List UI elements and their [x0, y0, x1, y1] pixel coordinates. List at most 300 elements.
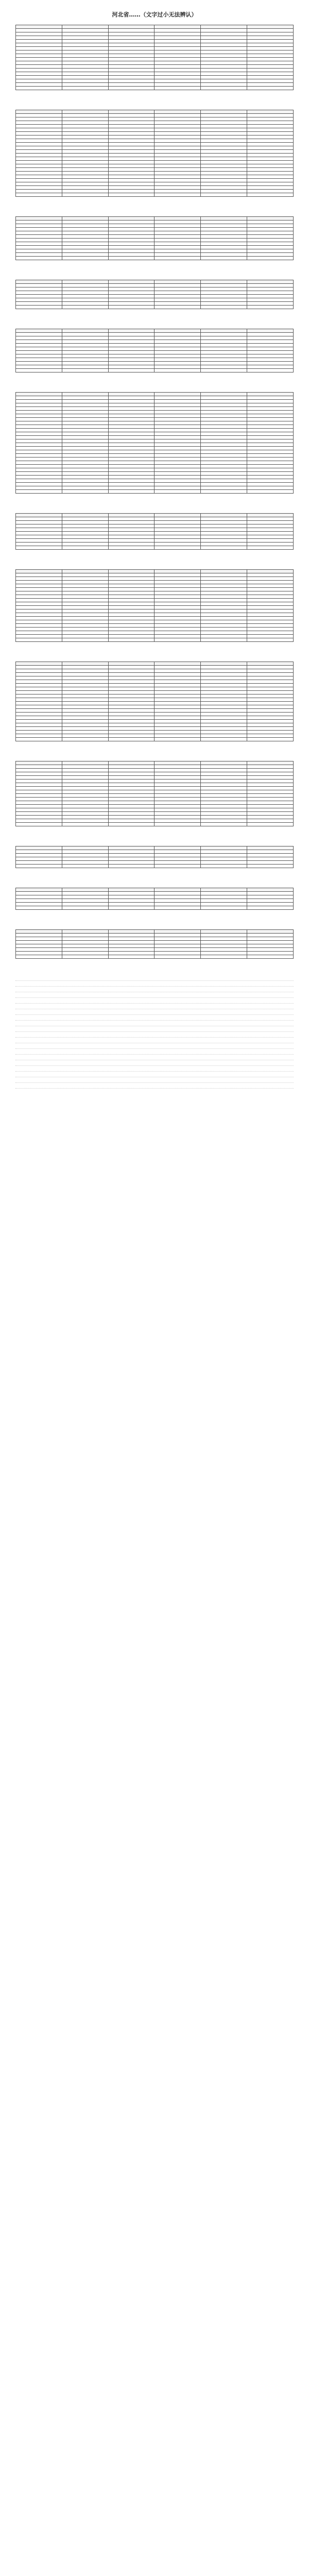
table-row — [16, 298, 294, 302]
table-cell — [247, 857, 294, 861]
table-cell — [108, 532, 154, 535]
table-cell — [16, 239, 62, 242]
table-cell — [154, 709, 201, 713]
table-cell — [108, 432, 154, 436]
table-cell — [62, 432, 108, 436]
table-cell — [16, 168, 62, 172]
table-cell — [108, 284, 154, 287]
table-cell — [62, 110, 108, 114]
table-cell — [108, 396, 154, 400]
table-cell — [16, 291, 62, 295]
table-cell — [154, 790, 201, 794]
table-cell — [154, 865, 201, 868]
table-cell — [62, 54, 108, 58]
table-row — [16, 110, 294, 114]
table-row — [16, 716, 294, 720]
table-row — [16, 680, 294, 684]
text-line — [15, 1074, 294, 1077]
table-cell — [16, 514, 62, 517]
table-cell — [62, 723, 108, 727]
table-cell — [16, 713, 62, 716]
table-cell — [62, 257, 108, 260]
table-cell — [201, 698, 247, 702]
table-cell — [108, 606, 154, 609]
table-cell — [154, 937, 201, 941]
table-cell — [62, 738, 108, 741]
table-cell — [247, 121, 294, 125]
table-cell — [247, 472, 294, 476]
table-cell — [154, 955, 201, 959]
table-cell — [154, 253, 201, 257]
table-cell — [201, 168, 247, 172]
table-cell — [247, 29, 294, 32]
table-row — [16, 418, 294, 421]
table-cell — [16, 340, 62, 344]
table-cell — [247, 584, 294, 588]
table-cell — [201, 524, 247, 528]
text-line — [15, 983, 294, 987]
table-cell — [16, 418, 62, 421]
table-row — [16, 457, 294, 461]
table-cell — [201, 772, 247, 776]
table-cell — [201, 291, 247, 295]
table-cell — [108, 161, 154, 164]
table-cell — [201, 620, 247, 624]
table-row — [16, 798, 294, 801]
table-cell — [154, 713, 201, 716]
table-cell — [62, 581, 108, 584]
table-cell — [154, 546, 201, 550]
table-cell — [16, 865, 62, 868]
table-cell — [201, 769, 247, 772]
table-cell — [154, 723, 201, 727]
table-row — [16, 930, 294, 934]
table-cell — [247, 865, 294, 868]
table-cell — [201, 606, 247, 609]
table-cell — [247, 895, 294, 899]
table-row — [16, 351, 294, 354]
table-cell — [154, 47, 201, 50]
table-cell — [108, 638, 154, 642]
table-cell — [247, 899, 294, 903]
text-line — [15, 977, 294, 981]
table-cell — [16, 58, 62, 61]
table-cell — [108, 662, 154, 666]
table-cell — [62, 899, 108, 903]
table-cell — [247, 734, 294, 738]
table-cell — [154, 298, 201, 302]
table-row — [16, 617, 294, 620]
table-cell — [16, 539, 62, 543]
table-cell — [247, 400, 294, 403]
table-cell — [16, 705, 62, 709]
table-cell — [201, 439, 247, 443]
table-cell — [201, 854, 247, 857]
table-cell — [247, 723, 294, 727]
table-cell — [154, 58, 201, 61]
table-cell — [62, 182, 108, 186]
table-cell — [201, 457, 247, 461]
table-cell — [108, 903, 154, 906]
table-cell — [201, 609, 247, 613]
table-row — [16, 691, 294, 694]
table-cell — [154, 172, 201, 175]
table-cell — [247, 769, 294, 772]
table-cell — [16, 787, 62, 790]
table-cell — [16, 443, 62, 447]
table-cell — [108, 121, 154, 125]
table-cell — [62, 179, 108, 182]
text-line — [15, 1040, 294, 1043]
table-cell — [16, 295, 62, 298]
table-row — [16, 638, 294, 642]
table-cell — [62, 447, 108, 450]
table-row — [16, 472, 294, 476]
table-row — [16, 631, 294, 635]
table-cell — [154, 54, 201, 58]
table-cell — [154, 532, 201, 535]
table-cell — [201, 941, 247, 944]
table-cell — [201, 443, 247, 447]
table-cell — [16, 944, 62, 948]
table-cell — [62, 850, 108, 854]
table-cell — [62, 761, 108, 765]
table-cell — [16, 808, 62, 812]
table-cell — [201, 76, 247, 79]
table-cell — [154, 182, 201, 186]
table-cell — [247, 479, 294, 483]
table-cell — [108, 407, 154, 411]
table-cell — [154, 246, 201, 249]
table-cell — [16, 937, 62, 941]
table-cell — [201, 117, 247, 121]
table-cell — [154, 125, 201, 128]
table-row — [16, 224, 294, 228]
table-cell — [62, 617, 108, 620]
budget-table — [15, 513, 294, 550]
table-row — [16, 944, 294, 948]
table-cell — [108, 190, 154, 193]
table-cell — [201, 823, 247, 826]
table-row — [16, 72, 294, 76]
table-cell — [154, 888, 201, 892]
table-cell — [247, 295, 294, 298]
table-cell — [154, 948, 201, 952]
table-cell — [108, 535, 154, 539]
table-cell — [247, 228, 294, 231]
table-cell — [108, 628, 154, 631]
table-cell — [16, 941, 62, 944]
table-cell — [62, 944, 108, 948]
table-cell — [201, 850, 247, 854]
table-cell — [247, 221, 294, 224]
table-cell — [201, 584, 247, 588]
table-cell — [16, 952, 62, 955]
table-cell — [108, 934, 154, 937]
table-row — [16, 358, 294, 362]
table-cell — [108, 624, 154, 628]
table-cell — [247, 439, 294, 443]
table-cell — [16, 302, 62, 306]
table-cell — [16, 723, 62, 727]
table-cell — [16, 429, 62, 432]
table-cell — [201, 25, 247, 29]
table-cell — [247, 40, 294, 43]
table-cell — [247, 182, 294, 186]
table-cell — [16, 823, 62, 826]
text-line — [15, 1068, 294, 1072]
table-cell — [247, 61, 294, 65]
table-cell — [201, 454, 247, 457]
table-cell — [201, 65, 247, 69]
table-cell — [16, 61, 62, 65]
table-row — [16, 125, 294, 128]
table-cell — [108, 899, 154, 903]
table-cell — [62, 228, 108, 231]
table-cell — [247, 577, 294, 581]
table-cell — [16, 948, 62, 952]
table-cell — [16, 698, 62, 702]
table-row — [16, 436, 294, 439]
table-cell — [154, 577, 201, 581]
table-cell — [154, 514, 201, 517]
table-cell — [201, 588, 247, 591]
table-cell — [62, 114, 108, 117]
table-cell — [62, 25, 108, 29]
table-cell — [247, 514, 294, 517]
table-cell — [108, 694, 154, 698]
table-cell — [247, 414, 294, 418]
table-cell — [154, 779, 201, 783]
table-row — [16, 393, 294, 396]
table-cell — [62, 403, 108, 407]
table-cell — [154, 823, 201, 826]
table-cell — [154, 635, 201, 638]
table-cell — [201, 535, 247, 539]
table-cell — [16, 186, 62, 190]
table-cell — [154, 731, 201, 734]
table-cell — [16, 393, 62, 396]
table-cell — [154, 358, 201, 362]
budget-table-block — [15, 928, 294, 959]
table-cell — [108, 418, 154, 421]
table-cell — [108, 72, 154, 76]
table-cell — [62, 83, 108, 87]
table-cell — [108, 906, 154, 910]
table-cell — [108, 239, 154, 242]
table-row — [16, 291, 294, 295]
table-cell — [108, 573, 154, 577]
table-cell — [154, 393, 201, 396]
table-cell — [16, 584, 62, 588]
table-cell — [154, 631, 201, 635]
table-cell — [108, 154, 154, 157]
table-cell — [16, 114, 62, 117]
table-cell — [16, 29, 62, 32]
table-cell — [16, 532, 62, 535]
table-cell — [16, 351, 62, 354]
table-cell — [154, 450, 201, 454]
table-row — [16, 340, 294, 344]
table-cell — [108, 846, 154, 850]
table-cell — [201, 253, 247, 257]
table-cell — [108, 769, 154, 772]
table-cell — [154, 850, 201, 854]
table-cell — [154, 591, 201, 595]
table-cell — [154, 425, 201, 429]
table-cell — [62, 50, 108, 54]
table-cell — [62, 543, 108, 546]
table-cell — [62, 128, 108, 132]
table-row — [16, 790, 294, 794]
table-cell — [247, 117, 294, 121]
table-cell — [247, 801, 294, 805]
table-cell — [201, 930, 247, 934]
table-cell — [247, 54, 294, 58]
table-cell — [62, 87, 108, 90]
table-cell — [108, 937, 154, 941]
table-cell — [247, 76, 294, 79]
table-cell — [108, 479, 154, 483]
table-cell — [247, 291, 294, 295]
table-cell — [108, 517, 154, 521]
table-cell — [108, 32, 154, 36]
table-cell — [62, 450, 108, 454]
table-cell — [62, 221, 108, 224]
table-cell — [62, 298, 108, 302]
table-cell — [201, 306, 247, 309]
text-lines — [15, 977, 294, 1089]
table-cell — [16, 624, 62, 628]
table-cell — [201, 182, 247, 186]
table-cell — [154, 602, 201, 606]
table-cell — [247, 253, 294, 257]
table-cell — [154, 193, 201, 197]
table-cell — [154, 816, 201, 819]
budget-table-block — [15, 887, 294, 910]
table-cell — [108, 617, 154, 620]
table-cell — [247, 154, 294, 157]
table-row — [16, 676, 294, 680]
table-cell — [247, 369, 294, 372]
table-cell — [16, 816, 62, 819]
table-cell — [62, 676, 108, 680]
table-cell — [247, 669, 294, 673]
table-cell — [247, 794, 294, 798]
table-cell — [154, 698, 201, 702]
table-cell — [108, 669, 154, 673]
table-row — [16, 819, 294, 823]
table-cell — [201, 224, 247, 228]
table-cell — [62, 407, 108, 411]
table-cell — [62, 425, 108, 429]
table-cell — [201, 581, 247, 584]
table-cell — [247, 329, 294, 333]
table-cell — [247, 570, 294, 573]
table-cell — [108, 461, 154, 465]
table-cell — [62, 306, 108, 309]
table-cell — [247, 132, 294, 135]
table-cell — [247, 591, 294, 595]
table-cell — [16, 344, 62, 347]
table-row — [16, 221, 294, 224]
table-row — [16, 32, 294, 36]
table-row — [16, 302, 294, 306]
table-cell — [154, 801, 201, 805]
table-cell — [108, 175, 154, 179]
table-cell — [154, 805, 201, 808]
table-cell — [201, 411, 247, 414]
table-cell — [16, 906, 62, 910]
table-cell — [201, 110, 247, 114]
table-cell — [108, 393, 154, 396]
table-cell — [154, 903, 201, 906]
table-cell — [247, 535, 294, 539]
table-cell — [108, 193, 154, 197]
table-cell — [108, 439, 154, 443]
budget-table-block — [15, 512, 294, 550]
table-cell — [201, 846, 247, 850]
table-cell — [247, 79, 294, 83]
table-cell — [247, 179, 294, 182]
table-cell — [16, 354, 62, 358]
table-row — [16, 461, 294, 465]
table-cell — [154, 50, 201, 54]
table-cell — [108, 143, 154, 146]
table-cell — [62, 69, 108, 72]
table-cell — [247, 340, 294, 344]
table-cell — [16, 65, 62, 69]
table-cell — [108, 723, 154, 727]
table-row — [16, 581, 294, 584]
table-cell — [108, 414, 154, 418]
table-cell — [247, 72, 294, 76]
table-cell — [154, 628, 201, 631]
table-row — [16, 143, 294, 146]
table-row — [16, 903, 294, 906]
table-cell — [154, 436, 201, 439]
table-cell — [108, 514, 154, 517]
table-cell — [16, 709, 62, 713]
table-cell — [201, 691, 247, 694]
table-cell — [247, 662, 294, 666]
table-cell — [108, 36, 154, 40]
table-row — [16, 628, 294, 631]
table-cell — [154, 539, 201, 543]
table-cell — [108, 172, 154, 175]
table-cell — [62, 295, 108, 298]
table-cell — [108, 58, 154, 61]
table-row — [16, 468, 294, 472]
table-cell — [108, 620, 154, 624]
text-line — [15, 1028, 294, 1032]
table-cell — [16, 139, 62, 143]
budget-table — [15, 929, 294, 959]
table-cell — [16, 298, 62, 302]
table-cell — [201, 239, 247, 242]
table-cell — [154, 676, 201, 680]
table-cell — [247, 934, 294, 937]
table-cell — [247, 47, 294, 50]
table-cell — [201, 903, 247, 906]
table-cell — [108, 819, 154, 823]
table-cell — [154, 69, 201, 72]
table-cell — [201, 121, 247, 125]
table-cell — [16, 805, 62, 808]
table-cell — [247, 344, 294, 347]
table-cell — [62, 468, 108, 472]
budget-table-block — [15, 760, 294, 826]
